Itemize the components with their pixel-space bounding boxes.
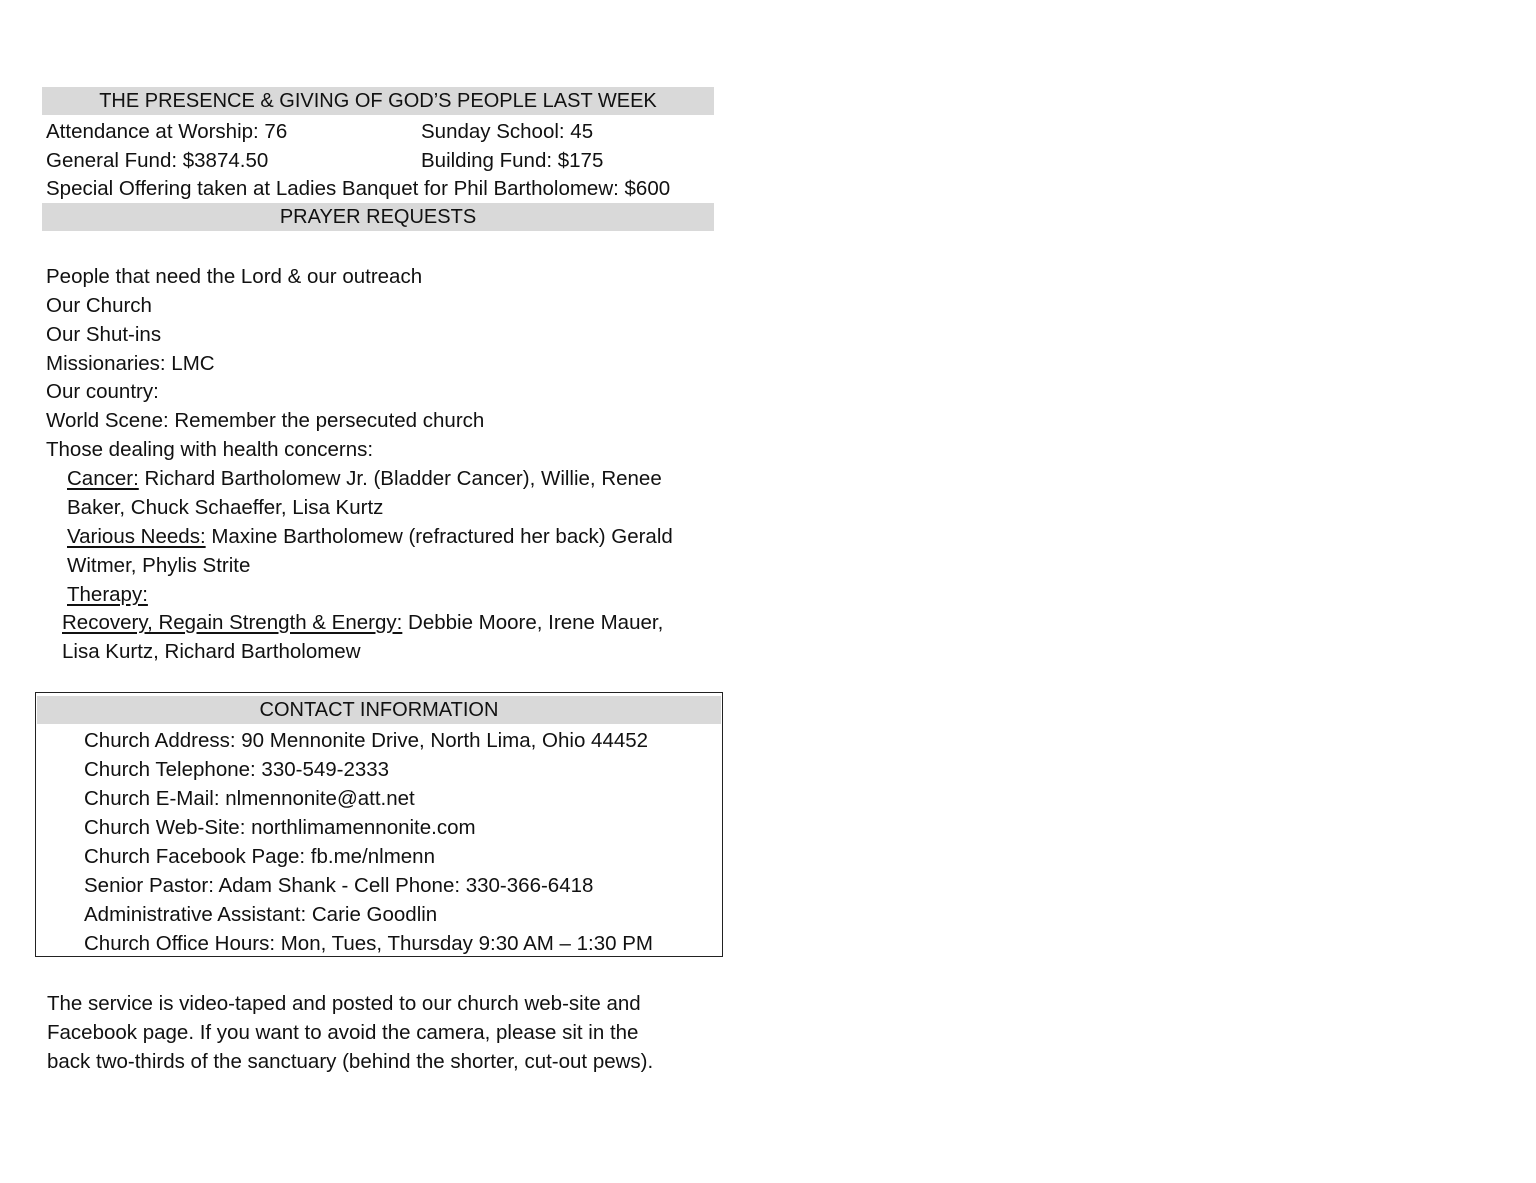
prayer-item: Our country: [46,380,159,403]
recovery-names-cont: Lisa Kurtz, Richard Bartholomew [62,640,361,663]
cancer-line [67,464,662,493]
recovery-names: Debbie Moore, Irene Mauer, [402,611,664,634]
prayer-item: Our Church [46,294,152,317]
general-fund-text: General Fund: $3874.50 [46,149,269,172]
contact-office-hours: Church Office Hours: Mon, Tues, Thursday 9:30 AM – 1:30 PM [84,932,653,955]
prayer-item: World Scene: Remember the persecuted church [46,409,485,432]
special-offering-text: Special Offering taken at Ladies Banquet for Phil Bartholomew: $600 [46,177,671,200]
attendance-text: Attendance at Worship: 76 [46,120,288,143]
various-needs-cont: Witmer, Phylis Strite [67,554,251,577]
cancer-names-cont: Baker, Chuck Schaeffer, Lisa Kurtz [67,496,384,519]
sunday-school-text: Sunday School: 45 [421,120,594,143]
video-notice-line: back two-thirds of the sanctuary (behind the shorter, cut-out pews). [47,1050,654,1073]
prayer-item: People that need the Lord & our outreach [46,265,423,288]
various-needs-line [67,522,673,551]
contact-address: Church Address: 90 Mennonite Drive, North Lima, Ohio 44452 [84,729,649,752]
contact-assistant: Administrative Assistant: Carie Goodlin [84,903,438,926]
prayer-item: Missionaries: LMC [46,352,215,375]
building-fund-text: Building Fund: $175 [421,149,604,172]
contact-box [35,692,723,957]
contact-telephone: Church Telephone: 330-549-2333 [84,758,390,781]
recovery-line [62,608,663,637]
prayer-item: Our Shut-ins [46,323,162,346]
prayer-header: PRAYER REQUESTS [42,203,714,231]
various-needs-label: Various Needs: [67,525,206,548]
contact-pastor: Senior Pastor: Adam Shank - Cell Phone: 330-366-6418 [84,874,594,897]
video-notice-line: The service is video-taped and posted to our church web-site and [47,992,641,1015]
giving-header: THE PRESENCE & GIVING OF GOD’S PEOPLE LAST WEEK [42,87,714,115]
various-needs-names: Maxine Bartholomew (refractured her back) Gerald [205,525,673,548]
contact-facebook: Church Facebook Page: fb.me/nlmenn [84,845,435,868]
cancer-names: Richard Bartholomew Jr. (Bladder Cancer), Willie, Renee [138,467,662,490]
video-notice-line: Facebook page. If you want to avoid the camera, please sit in the [47,1021,639,1044]
contact-website: Church Web-Site: northlimamennonite.com [84,816,476,839]
contact-email: Church E-Mail: nlmennonite@att.net [84,787,415,810]
cancer-label: Cancer: [67,467,139,490]
recovery-label: Recovery, Regain Strength & Energy: [62,611,403,634]
therapy-label-text: Therapy: [67,583,148,606]
prayer-item: Those dealing with health concerns: [46,438,374,461]
therapy-label [67,580,148,609]
contact-header: CONTACT INFORMATION [37,696,721,724]
